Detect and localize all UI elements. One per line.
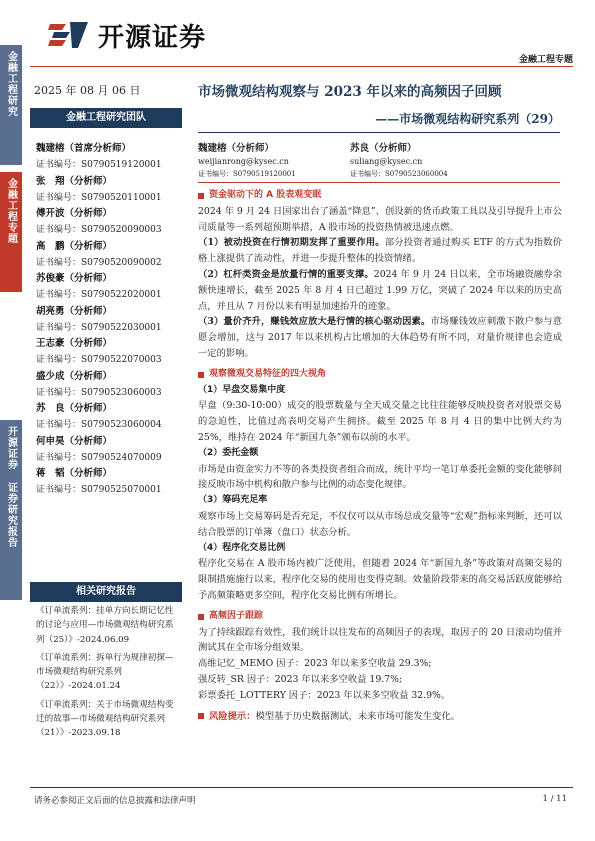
paragraph: （2）杠杆类资金是放量行情的重要支撑。2024 年 9 月 24 日以来，全市场融资融券余额快速增长，截至 2025 年 8 月 4 日已超过 1.99 万亿，突破了 2024 年以来的历史高点，并且从 7 月份以来有明显加速抬升的迹象。 <box>198 268 562 312</box>
author-block <box>198 140 348 179</box>
brand-logo <box>48 18 248 52</box>
analyst-cert: 证书编号：S0790520110001 <box>36 192 162 203</box>
page-number: 1 / 11 <box>542 794 567 804</box>
subsection-heading: （3）筹码充足率 <box>198 495 268 506</box>
header-tag: 金融工程专题 <box>518 55 573 65</box>
analyst-cert: 证书编号：S0790519120001 <box>36 160 162 170</box>
section-heading: 高频因子跟踪 <box>198 609 562 625</box>
logo-mark-icon <box>48 20 92 50</box>
analyst-name: 苏 良（分析师） <box>36 403 113 414</box>
analyst-item <box>36 270 186 303</box>
analyst-item <box>36 140 186 173</box>
analyst-item <box>36 465 186 498</box>
bullet-icon <box>198 614 204 620</box>
analyst-name: 胡亮勇（分析师） <box>36 305 113 317</box>
factor-line: 彩票委托_LOTTERY 因子：2023 年以来多空收益 32.9%。 <box>198 689 451 701</box>
subsection-heading: （4）程序化交易比例 <box>198 542 286 553</box>
section-heading: 观察微观交易特征的四大视角 <box>198 367 562 383</box>
author-name: 苏良（分析师） <box>350 143 417 154</box>
bullet-icon <box>198 713 204 719</box>
analyst-cert: 证书编号：S0790520090003 <box>36 225 162 235</box>
page-title: 市场微观结构观察与 2023 年以来的高频因子回顾 <box>198 84 502 100</box>
page-subtitle: ——市场微观结构研究系列（29） <box>375 112 560 126</box>
analyst-cert: 证书编号：S0790522020001 <box>36 290 162 300</box>
related-report-link[interactable]: 《订单流系列：拆单行为规律初探—市场微观结构研究系列（22）》-2024.01.24 <box>36 652 174 692</box>
paragraph: 早盘（9:30-10:00）成交的股票数量与全天成交量之比往往能够反映投资者对股票交易的急迫性，比值过高表明交易产生拥挤。截至 2025 年 8 月 4 日的集中比例大约为 25%，维持在 2024 年“新国九条”颁布以前的水平。 <box>198 400 562 443</box>
analyst-name: 张 翔（分析师） <box>36 175 113 187</box>
analyst-name: 傅开波（分析师） <box>36 208 113 219</box>
related-title: 相关研究报告 <box>30 582 182 602</box>
subsection-heading: （2）委托金额 <box>198 447 259 458</box>
paragraph: 观察市场上交易筹码是否充足，不仅仅可以从市场总成交量等“宏观”指标来判断，还可以结合股票的订单簿（盘口）状态分析。 <box>198 510 562 538</box>
side-stripe <box>0 0 22 841</box>
related-report-link[interactable]: 《订单流系列：挂单方向长期记忆性的讨论与应用—市场微观结构研究系列（25）》-2024.06.09 <box>36 606 174 645</box>
author-divider <box>198 132 560 133</box>
author-email[interactable]: suliang@kysec.cn <box>350 157 423 166</box>
paragraph: 程序化交易在 A 股市场内被广泛使用，但随着 2024 年“新国九条”等政策对高频交易的限制措施施行以来，程序化交易的使用也变得克制。效量阶段带来的高交易活跃度能够给予高频策略更多空间，程序化交易比例有所增长。 <box>198 558 562 601</box>
related-report-link[interactable]: 《订单流系列：关于市场微观结构变迁的故事—市场微观结构研究系列（21）》-2023.09.18 <box>36 699 174 739</box>
analyst-name: 蒋 韬（分析师） <box>36 468 113 479</box>
paragraph: 2024 年 9 月 24 日国家出台了涵盖“降息”、创设新的货币政策工具以及引导提升上市公司质量等一系列超预期举措，A 股市场的投资热情被迅速点燃。 <box>198 205 562 233</box>
analyst-cert: 证书编号：S0790523060003 <box>36 387 162 398</box>
author-name: 魏建榕（分析师） <box>198 143 275 154</box>
body-divider <box>198 182 560 183</box>
analyst-item <box>36 368 186 401</box>
analyst-item <box>36 238 186 271</box>
team-title: 金融工程研究团队 <box>30 108 182 128</box>
analyst-name: 苏俊豪（分析师） <box>36 273 113 284</box>
section-heading: 资金驱动下的 A 股表观变眠 <box>198 188 562 204</box>
footer-divider <box>30 787 573 788</box>
stripe-label-report: 开源证券 证券研究报告 <box>0 420 22 600</box>
paragraph: 为了持续跟踪有效性，我们统计以往发布的高频因子的表现，取因子的 20 日滚动均值并测试其在全市场分组效果。 <box>198 626 562 654</box>
analyst-name: 盛少成（分析师） <box>36 370 113 382</box>
factor-line: 强反转_SR 因子：2023 年以来多空收益 19.7%; <box>198 673 403 685</box>
analyst-item <box>36 303 186 336</box>
paragraph: （3）量价齐升，赚钱效应放大是行情的核心驱动因素。市场赚钱效应刺激下散户参与意愿会增加，这与 2017 年以来机构占比增加的大体趋势有所不同，对量价规律也会造成一定的影响。 <box>198 316 562 359</box>
author-cert: 证书编号：S0790519120001 <box>198 170 296 178</box>
author-cert: 证书编号：S0790523060004 <box>350 170 448 178</box>
analyst-cert: 证书编号：S0790522030001 <box>36 322 162 333</box>
analyst-cert: 证书编号：S0790525070001 <box>36 485 162 495</box>
bullet-icon <box>198 193 204 199</box>
risk-note: 风险提示： 模型基于历史数据测试，未来市场可能发生变化。 <box>198 709 562 725</box>
stripe-label-topic: 金融工程专题 <box>0 172 22 292</box>
analyst-item <box>36 400 186 433</box>
analyst-item <box>36 433 186 466</box>
analyst-list <box>36 140 186 498</box>
subsection-heading: （1）早盘交易集中度 <box>198 384 286 395</box>
analyst-item <box>36 173 186 206</box>
stripe-label-research: 金融工程研究 <box>0 45 22 165</box>
paragraph: （1）被动投资在行情初期发挥了重要作用。部分投资者通过购买 ETF 的方式为指数价格上涨提供了流动性，并进一步提升整体的投资情绪。 <box>198 237 562 265</box>
author-email[interactable]: weijianrong@kysec.cn <box>198 157 289 166</box>
analyst-cert: 证书编号：S0790523060004 <box>36 420 162 430</box>
report-date: 2025 年 08 月 06 日 <box>34 84 141 97</box>
analyst-cert: 证书编号：S0790524070009 <box>36 452 162 463</box>
analyst-name: 王志豪（分析师） <box>36 338 113 349</box>
brand-name: 开源证券 <box>98 22 207 53</box>
header-divider <box>30 66 573 67</box>
analyst-name: 魏建榕（首席分析师） <box>36 143 132 154</box>
related-list <box>36 604 182 745</box>
analyst-name: 高 鹏（分析师） <box>36 240 113 252</box>
report-body <box>198 188 562 724</box>
analyst-item <box>36 205 186 238</box>
analyst-item <box>36 335 186 368</box>
bullet-icon <box>198 372 204 378</box>
author-block <box>350 140 500 179</box>
paragraph: 市场是由资金实力不等的各类投资者组合而成，统计平均一笔订单委托金额的变化能够间接反映市场中机构和散户参与比例的动态变化规律。 <box>198 463 562 491</box>
analyst-cert: 证书编号：S0790522070003 <box>36 355 162 365</box>
analyst-name: 何申昊（分析师） <box>36 435 113 447</box>
analyst-cert: 证书编号：S0790520090002 <box>36 257 162 268</box>
footer-disclaimer: 请务必参阅正文后面的信息披露和法律声明 <box>34 796 196 806</box>
factor-line: 高维记忆_MEMO 因子：2023 年以来多空收益 29.3%; <box>198 658 432 670</box>
